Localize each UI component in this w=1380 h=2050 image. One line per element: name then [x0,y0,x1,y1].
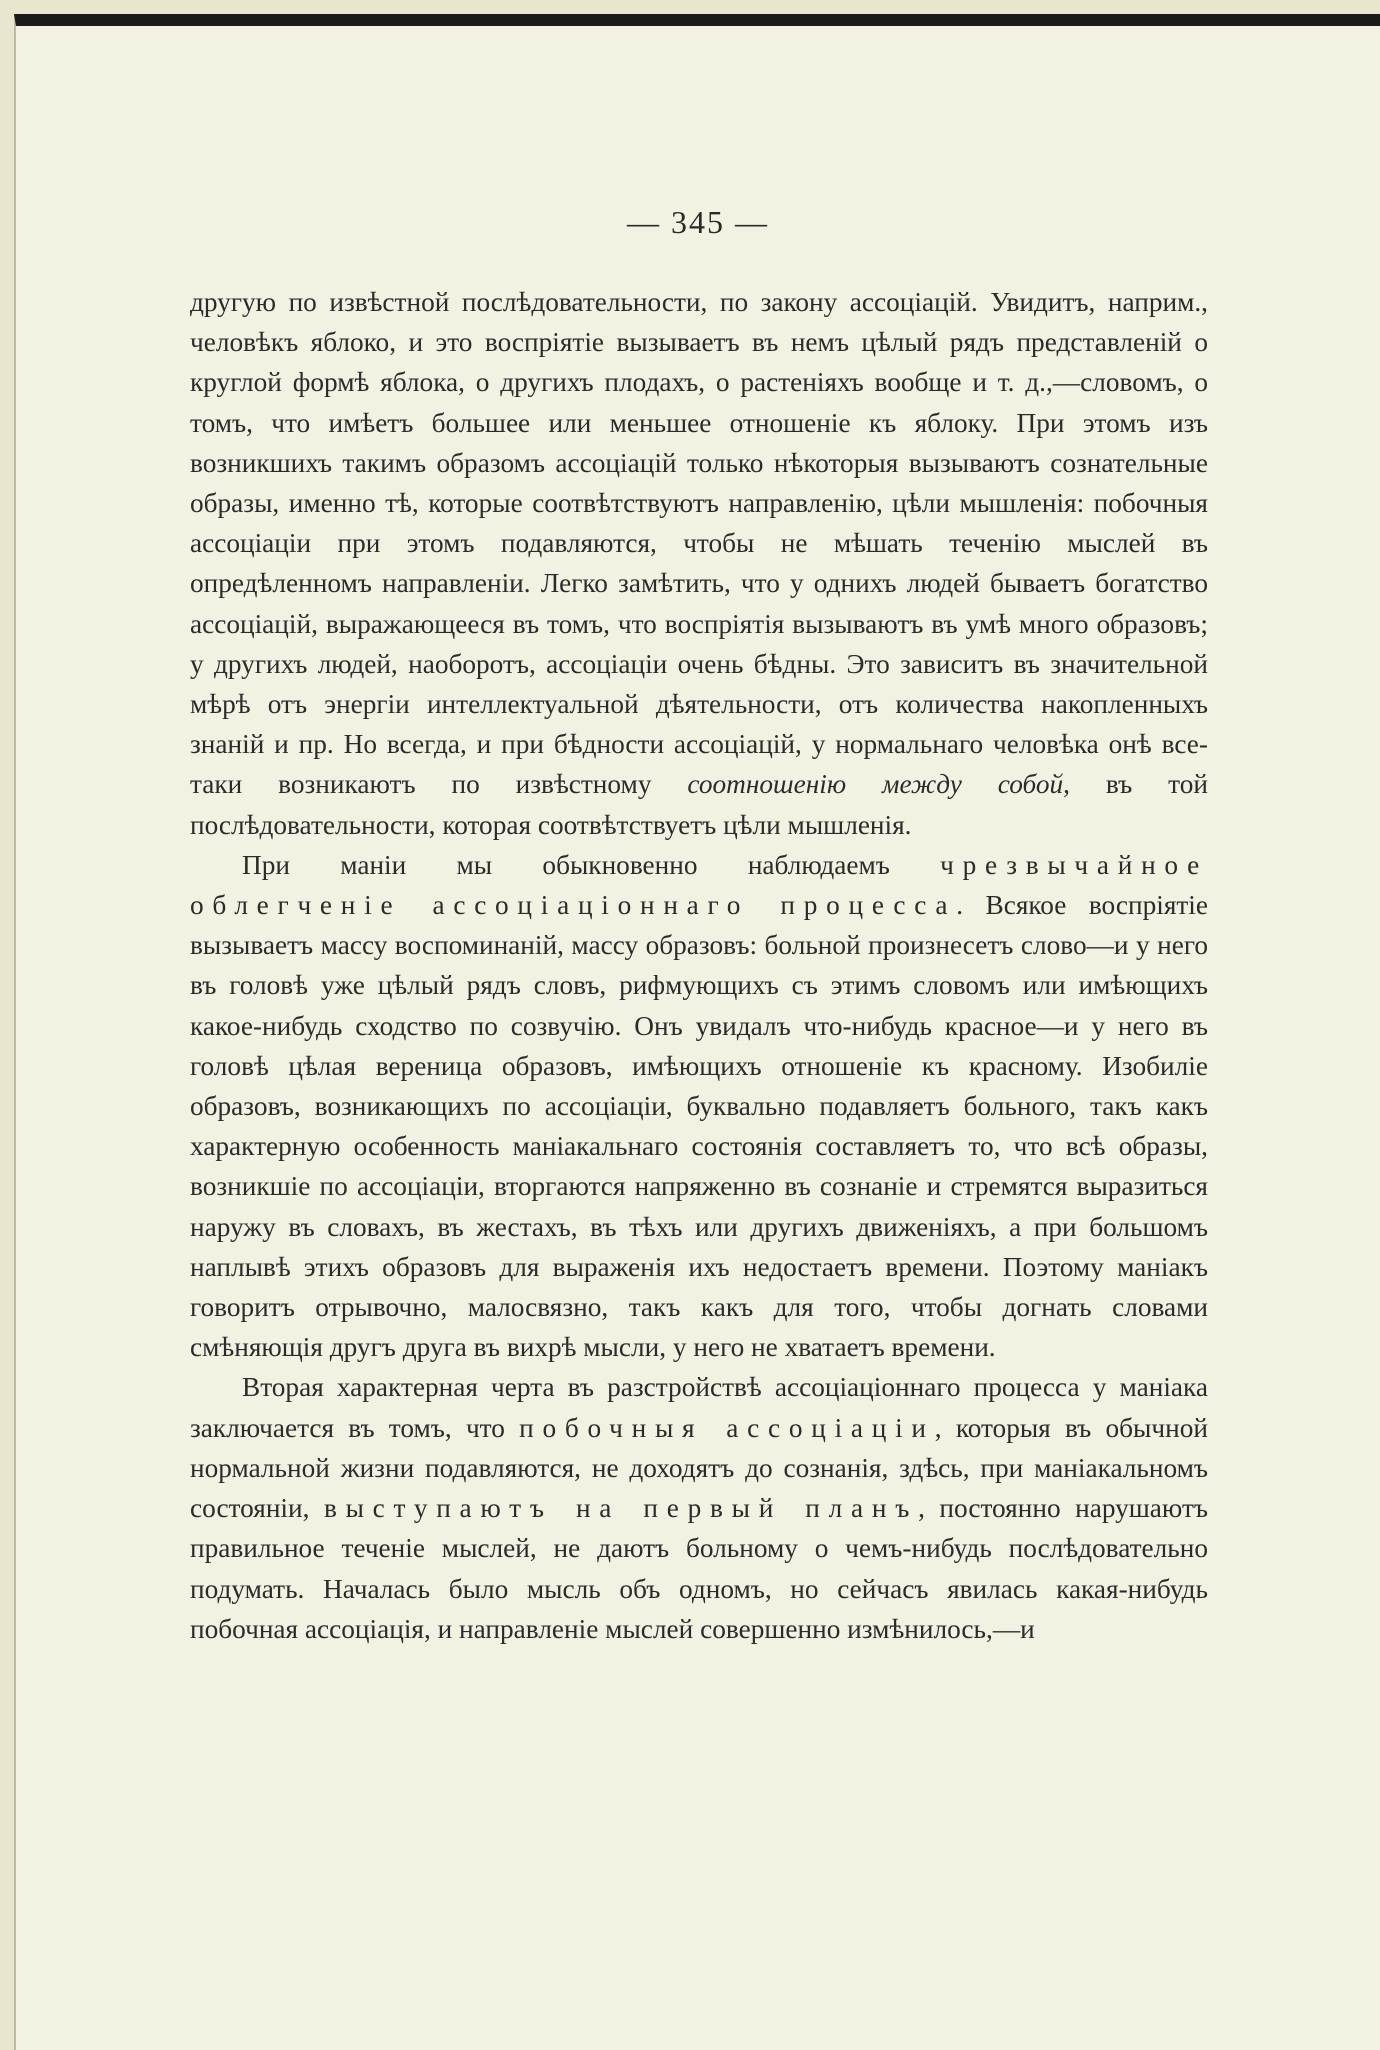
paragraph [190,1367,1208,1648]
text-run: , въ той послѣдовательности, которая соотвѣтствуетъ цѣли мышленія. [190,769,1208,840]
spaced-emphasis: выступаютъ на первый планъ [323,1493,919,1524]
spaced-emphasis: чрезвычайное облегченіе ассоціаціоннаго процесса [190,849,1208,921]
paragraph [190,282,1208,845]
text-run: . Всякое воспріятіе вызываетъ массу воспоминаній, массу образовъ: больной произнесетъ слово—и у него въ головѣ уже цѣлый рядъ словъ, рифмующихъ съ этимъ словомъ или имѣющихъ какое-нибудь сходство по созвучію. Онъ увидалъ что-нибудь красное—и у него въ головѣ цѣлая вереница образовъ, имѣющихъ отношеніе къ красному. Изобиліе образовъ, возникающихъ по ассоціаціи, буквально подавляетъ больного, такъ какъ характерную особенность маніакальнаго состоянія составляетъ то, что всѣ образы, возникшіе по ассоціаціи, вторгаются напряженно въ сознаніе и стремятся выразиться наружу въ словахъ, въ жестахъ, въ тѣхъ или другихъ движеніяхъ, а при большомъ наплывѣ этихъ образовъ для выраженія ихъ недостаетъ времени. Поэтому маніакъ говоритъ отрывочно, малосвязно, такъ какъ для того, чтобы догнать словами смѣняющія другъ друга въ вихрѣ мысли, у него не хватаетъ времени. [190,890,1209,1363]
spaced-emphasis: побочныя ассоціаціи [519,1412,935,1443]
italic-phrase: соотношенію между собой [687,769,1064,800]
text-run: При маніи мы обыкновенно наблюдаемъ [242,849,941,880]
text-run: Вторая характерная черта въ разстройствѣ ассоціаціоннаго процесса у маніака заключается въ томъ, что [190,1372,1208,1443]
page-number: — 345 — [627,204,769,240]
text-run: , постоянно нарушаютъ правильное теченіе мыслей, не даютъ больному о чемъ-нибудь послѣдовательно подумать. Началась было мысль объ одномъ, но сейчасъ явилась какая-нибудь побочная ассоціація, и направленіе мыслей совершенно измѣнилось,—и [190,1493,1208,1644]
body-text [190,282,1208,1649]
text-run: другую по извѣстной послѣдовательности, по закону ассоціацій. Увидитъ, наприм., человѣкъ яблоко, и это воспріятіе вызываетъ въ немъ цѣлый рядъ представленій о круглой формѣ яблока, о другихъ плодахъ, о растеніяхъ вообще и т. д.,—словомъ, о томъ, что имѣетъ большее или меньшее отношеніе къ яблоку. При этомъ изъ возникшихъ такимъ образомъ ассоціацій только нѣкоторыя вызываютъ сознательные образы, именно тѣ, которые соотвѣтствуютъ направленію, цѣли мышленія: побочныя ассоціаціи при этомъ подавляются, чтобы не мѣшать теченію мыслей въ опредѣленномъ направленіи. Легко замѣтить, что у однихъ людей бываетъ богатство ассоціацій, выражающееся въ томъ, что воспріятія вызываютъ въ умѣ много образовъ; у другихъ людей, наоборотъ, ассоціаціи очень бѣдны. Это зависитъ въ значительной мѣрѣ отъ энергіи интеллектуальной дѣятельности, отъ количества накопленныхъ знаній и пр. Но всегда, и при бѣдности ассоціацій, у нормальнаго человѣка онѣ все-таки возникаютъ по извѣстному [190,287,1208,800]
book-page [14,14,1380,2050]
paragraph [190,845,1208,1368]
text-run: , которыя въ обычной нормальной жизни подавляются, не доходятъ до сознанія, здѣсь, при маніакальномъ состояніи, [190,1412,1208,1524]
